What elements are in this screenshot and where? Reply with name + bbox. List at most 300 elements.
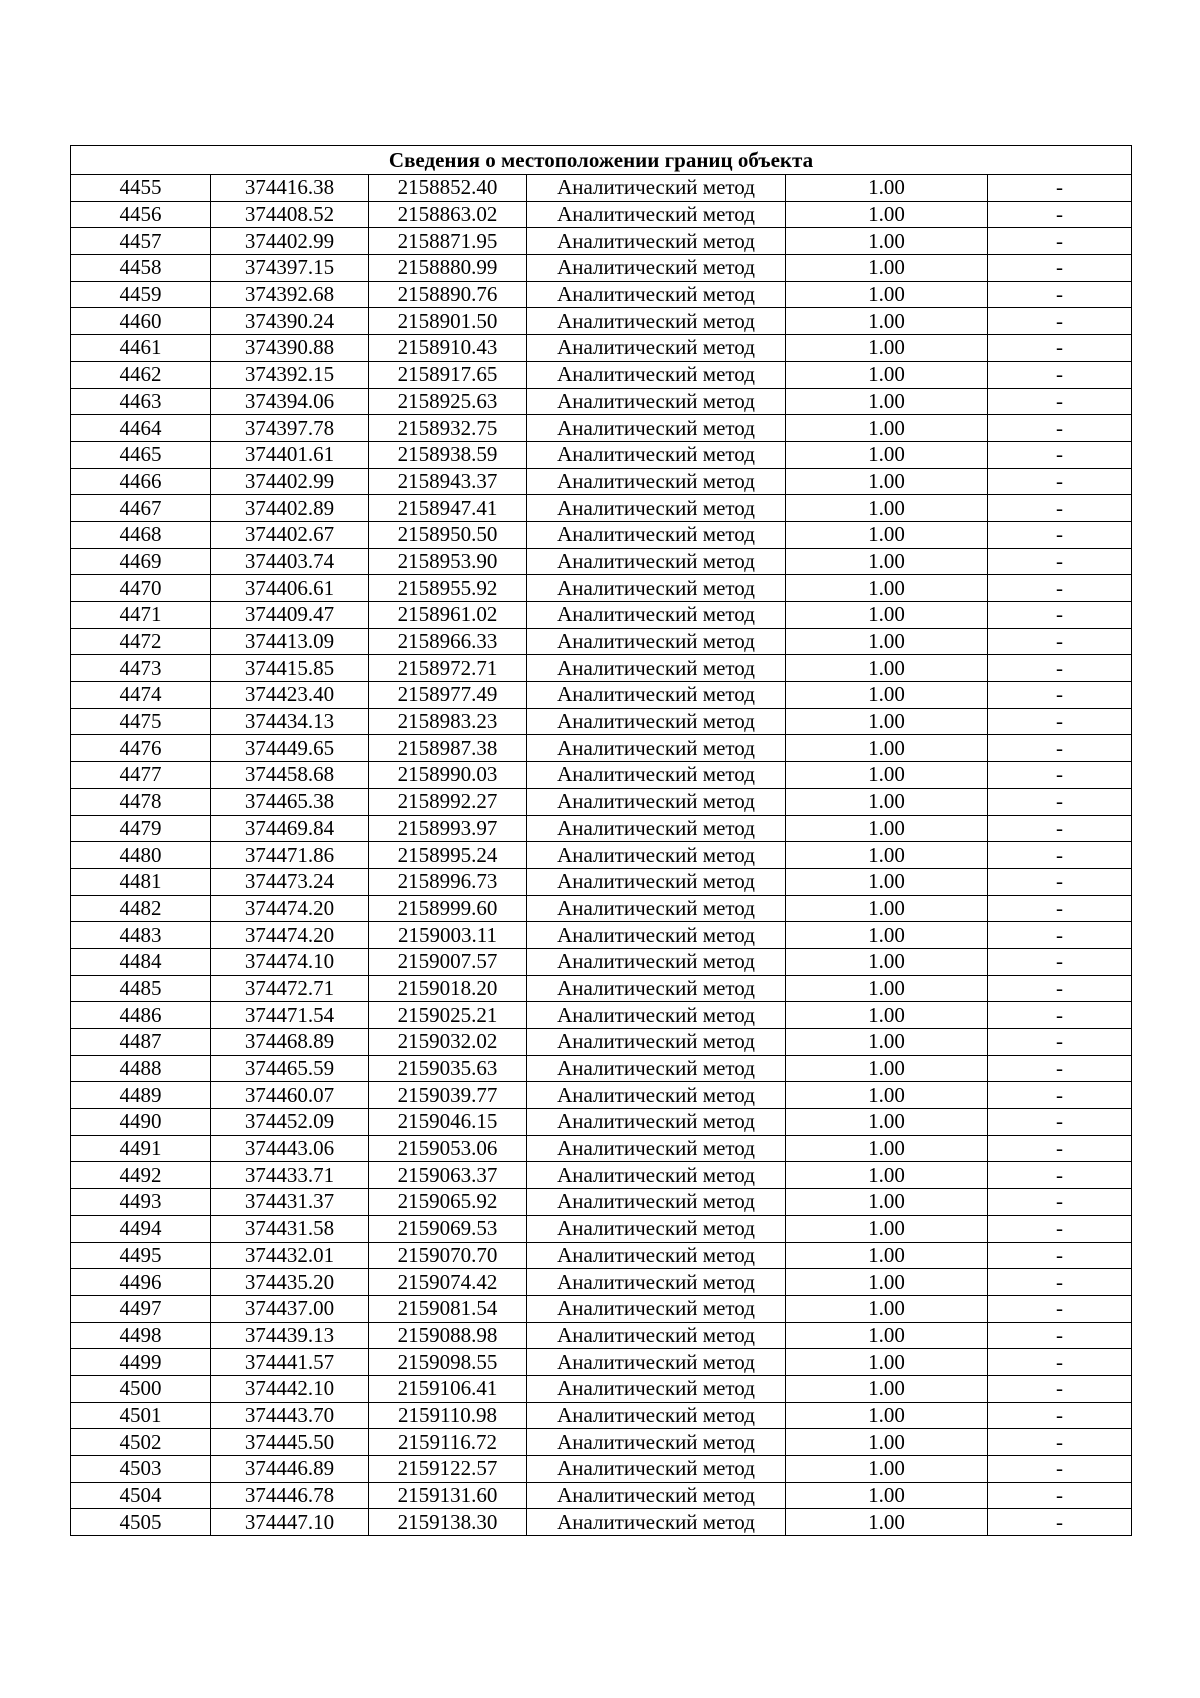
point-number-cell: 4496	[71, 1269, 211, 1296]
description-cell: -	[988, 468, 1132, 495]
description-cell: -	[988, 682, 1132, 709]
description-cell: -	[988, 388, 1132, 415]
accuracy-cell: 1.00	[786, 1429, 988, 1456]
x-coordinate-cell: 374402.89	[211, 495, 369, 522]
y-coordinate-cell: 2158950.50	[369, 521, 527, 548]
method-cell: Аналитический метод	[527, 255, 786, 282]
table-row	[71, 842, 1132, 869]
method-cell: Аналитический метод	[527, 948, 786, 975]
point-number-cell: 4465	[71, 441, 211, 468]
point-number-cell: 4494	[71, 1215, 211, 1242]
accuracy-cell: 1.00	[786, 281, 988, 308]
x-coordinate-cell: 374458.68	[211, 762, 369, 789]
method-cell: Аналитический метод	[527, 468, 786, 495]
point-number-cell: 4485	[71, 975, 211, 1002]
table-row	[71, 948, 1132, 975]
point-number-cell: 4484	[71, 948, 211, 975]
accuracy-cell: 1.00	[786, 1349, 988, 1376]
y-coordinate-cell: 2159003.11	[369, 922, 527, 949]
description-cell: -	[988, 895, 1132, 922]
accuracy-cell: 1.00	[786, 655, 988, 682]
y-coordinate-cell: 2158993.97	[369, 815, 527, 842]
x-coordinate-cell: 374401.61	[211, 441, 369, 468]
description-cell: -	[988, 175, 1132, 202]
method-cell: Аналитический метод	[527, 361, 786, 388]
method-cell: Аналитический метод	[527, 1375, 786, 1402]
accuracy-cell: 1.00	[786, 495, 988, 522]
point-number-cell: 4503	[71, 1456, 211, 1483]
y-coordinate-cell: 2158932.75	[369, 415, 527, 442]
point-number-cell: 4478	[71, 788, 211, 815]
method-cell: Аналитический метод	[527, 602, 786, 629]
table-row	[71, 735, 1132, 762]
table-title: Сведения о местоположении границ объекта	[71, 146, 1132, 175]
x-coordinate-cell: 374432.01	[211, 1242, 369, 1269]
method-cell: Аналитический метод	[527, 495, 786, 522]
table-row	[71, 228, 1132, 255]
method-cell: Аналитический метод	[527, 1509, 786, 1536]
accuracy-cell: 1.00	[786, 1055, 988, 1082]
y-coordinate-cell: 2159039.77	[369, 1082, 527, 1109]
y-coordinate-cell: 2158947.41	[369, 495, 527, 522]
y-coordinate-cell: 2159116.72	[369, 1429, 527, 1456]
description-cell: -	[988, 735, 1132, 762]
y-coordinate-cell: 2158863.02	[369, 201, 527, 228]
y-coordinate-cell: 2158910.43	[369, 335, 527, 362]
point-number-cell: 4493	[71, 1189, 211, 1216]
point-number-cell: 4479	[71, 815, 211, 842]
accuracy-cell: 1.00	[786, 335, 988, 362]
accuracy-cell: 1.00	[786, 922, 988, 949]
accuracy-cell: 1.00	[786, 948, 988, 975]
description-cell: -	[988, 788, 1132, 815]
accuracy-cell: 1.00	[786, 682, 988, 709]
table-row	[71, 655, 1132, 682]
table-row	[71, 1429, 1132, 1456]
method-cell: Аналитический метод	[527, 388, 786, 415]
table-row	[71, 175, 1132, 202]
description-cell: -	[988, 628, 1132, 655]
x-coordinate-cell: 374435.20	[211, 1269, 369, 1296]
y-coordinate-cell: 2159018.20	[369, 975, 527, 1002]
accuracy-cell: 1.00	[786, 1002, 988, 1029]
accuracy-cell: 1.00	[786, 1189, 988, 1216]
method-cell: Аналитический метод	[527, 842, 786, 869]
point-number-cell: 4455	[71, 175, 211, 202]
x-coordinate-cell: 374397.15	[211, 255, 369, 282]
accuracy-cell: 1.00	[786, 735, 988, 762]
y-coordinate-cell: 2159046.15	[369, 1109, 527, 1136]
method-cell: Аналитический метод	[527, 975, 786, 1002]
y-coordinate-cell: 2158987.38	[369, 735, 527, 762]
x-coordinate-cell: 374472.71	[211, 975, 369, 1002]
table-row	[71, 1295, 1132, 1322]
method-cell: Аналитический метод	[527, 1109, 786, 1136]
description-cell: -	[988, 868, 1132, 895]
method-cell: Аналитический метод	[527, 1162, 786, 1189]
x-coordinate-cell: 374403.74	[211, 548, 369, 575]
description-cell: -	[988, 1189, 1132, 1216]
table-row	[71, 441, 1132, 468]
method-cell: Аналитический метод	[527, 575, 786, 602]
table-row	[71, 922, 1132, 949]
point-number-cell: 4462	[71, 361, 211, 388]
y-coordinate-cell: 2158852.40	[369, 175, 527, 202]
point-number-cell: 4461	[71, 335, 211, 362]
method-cell: Аналитический метод	[527, 735, 786, 762]
point-number-cell: 4504	[71, 1482, 211, 1509]
point-number-cell: 4492	[71, 1162, 211, 1189]
description-cell: -	[988, 1055, 1132, 1082]
method-cell: Аналитический метод	[527, 895, 786, 922]
x-coordinate-cell: 374416.38	[211, 175, 369, 202]
table-row	[71, 1375, 1132, 1402]
description-cell: -	[988, 1109, 1132, 1136]
accuracy-cell: 1.00	[786, 762, 988, 789]
point-number-cell: 4470	[71, 575, 211, 602]
accuracy-cell: 1.00	[786, 1215, 988, 1242]
point-number-cell: 4482	[71, 895, 211, 922]
accuracy-cell: 1.00	[786, 175, 988, 202]
point-number-cell: 4468	[71, 521, 211, 548]
accuracy-cell: 1.00	[786, 521, 988, 548]
table-row	[71, 201, 1132, 228]
method-cell: Аналитический метод	[527, 415, 786, 442]
table-row	[71, 1189, 1132, 1216]
accuracy-cell: 1.00	[786, 468, 988, 495]
method-cell: Аналитический метод	[527, 201, 786, 228]
point-number-cell: 4463	[71, 388, 211, 415]
accuracy-cell: 1.00	[786, 1029, 988, 1056]
y-coordinate-cell: 2159025.21	[369, 1002, 527, 1029]
method-cell: Аналитический метод	[527, 548, 786, 575]
method-cell: Аналитический метод	[527, 1055, 786, 1082]
description-cell: -	[988, 948, 1132, 975]
y-coordinate-cell: 2158871.95	[369, 228, 527, 255]
x-coordinate-cell: 374390.24	[211, 308, 369, 335]
table-row	[71, 1162, 1132, 1189]
y-coordinate-cell: 2158972.71	[369, 655, 527, 682]
x-coordinate-cell: 374392.68	[211, 281, 369, 308]
x-coordinate-cell: 374465.38	[211, 788, 369, 815]
description-cell: -	[988, 1456, 1132, 1483]
x-coordinate-cell: 374402.99	[211, 468, 369, 495]
accuracy-cell: 1.00	[786, 548, 988, 575]
description-cell: -	[988, 1482, 1132, 1509]
x-coordinate-cell: 374465.59	[211, 1055, 369, 1082]
y-coordinate-cell: 2158990.03	[369, 762, 527, 789]
accuracy-cell: 1.00	[786, 1242, 988, 1269]
y-coordinate-cell: 2159032.02	[369, 1029, 527, 1056]
table-row	[71, 468, 1132, 495]
point-number-cell: 4458	[71, 255, 211, 282]
table-row	[71, 281, 1132, 308]
description-cell: -	[988, 1375, 1132, 1402]
description-cell: -	[988, 1402, 1132, 1429]
accuracy-cell: 1.00	[786, 1322, 988, 1349]
description-cell: -	[988, 1295, 1132, 1322]
x-coordinate-cell: 374452.09	[211, 1109, 369, 1136]
method-cell: Аналитический метод	[527, 1429, 786, 1456]
y-coordinate-cell: 2158943.37	[369, 468, 527, 495]
accuracy-cell: 1.00	[786, 1482, 988, 1509]
table-row	[71, 1055, 1132, 1082]
description-cell: -	[988, 495, 1132, 522]
point-number-cell: 4474	[71, 682, 211, 709]
method-cell: Аналитический метод	[527, 762, 786, 789]
table-row	[71, 1509, 1132, 1536]
table-row	[71, 575, 1132, 602]
x-coordinate-cell: 374406.61	[211, 575, 369, 602]
y-coordinate-cell: 2158925.63	[369, 388, 527, 415]
method-cell: Аналитический метод	[527, 682, 786, 709]
point-number-cell: 4497	[71, 1295, 211, 1322]
method-cell: Аналитический метод	[527, 868, 786, 895]
accuracy-cell: 1.00	[786, 788, 988, 815]
description-cell: -	[988, 308, 1132, 335]
point-number-cell: 4469	[71, 548, 211, 575]
x-coordinate-cell: 374474.10	[211, 948, 369, 975]
table-row	[71, 1402, 1132, 1429]
description-cell: -	[988, 548, 1132, 575]
x-coordinate-cell: 374413.09	[211, 628, 369, 655]
y-coordinate-cell: 2158992.27	[369, 788, 527, 815]
x-coordinate-cell: 374446.89	[211, 1456, 369, 1483]
x-coordinate-cell: 374460.07	[211, 1082, 369, 1109]
table-row	[71, 415, 1132, 442]
method-cell: Аналитический метод	[527, 281, 786, 308]
x-coordinate-cell: 374433.71	[211, 1162, 369, 1189]
x-coordinate-cell: 374471.86	[211, 842, 369, 869]
x-coordinate-cell: 374431.37	[211, 1189, 369, 1216]
point-number-cell: 4473	[71, 655, 211, 682]
description-cell: -	[988, 441, 1132, 468]
method-cell: Аналитический метод	[527, 708, 786, 735]
y-coordinate-cell: 2159081.54	[369, 1295, 527, 1322]
table-row	[71, 682, 1132, 709]
point-number-cell: 4486	[71, 1002, 211, 1029]
point-number-cell: 4460	[71, 308, 211, 335]
description-cell: -	[988, 1082, 1132, 1109]
description-cell: -	[988, 415, 1132, 442]
accuracy-cell: 1.00	[786, 975, 988, 1002]
point-number-cell: 4471	[71, 602, 211, 629]
x-coordinate-cell: 374394.06	[211, 388, 369, 415]
method-cell: Аналитический метод	[527, 1322, 786, 1349]
accuracy-cell: 1.00	[786, 602, 988, 629]
point-number-cell: 4491	[71, 1135, 211, 1162]
x-coordinate-cell: 374474.20	[211, 895, 369, 922]
table-row	[71, 1082, 1132, 1109]
point-number-cell: 4489	[71, 1082, 211, 1109]
point-number-cell: 4495	[71, 1242, 211, 1269]
description-cell: -	[988, 762, 1132, 789]
description-cell: -	[988, 655, 1132, 682]
table-row	[71, 548, 1132, 575]
x-coordinate-cell: 374402.99	[211, 228, 369, 255]
y-coordinate-cell: 2158995.24	[369, 842, 527, 869]
point-number-cell: 4457	[71, 228, 211, 255]
method-cell: Аналитический метод	[527, 521, 786, 548]
description-cell: -	[988, 1162, 1132, 1189]
accuracy-cell: 1.00	[786, 228, 988, 255]
point-number-cell: 4480	[71, 842, 211, 869]
table-row	[71, 335, 1132, 362]
y-coordinate-cell: 2158901.50	[369, 308, 527, 335]
description-cell: -	[988, 228, 1132, 255]
method-cell: Аналитический метод	[527, 1456, 786, 1483]
method-cell: Аналитический метод	[527, 922, 786, 949]
method-cell: Аналитический метод	[527, 1349, 786, 1376]
description-cell: -	[988, 1349, 1132, 1376]
table-title-row	[71, 146, 1132, 175]
table-row	[71, 1322, 1132, 1349]
y-coordinate-cell: 2159122.57	[369, 1456, 527, 1483]
description-cell: -	[988, 255, 1132, 282]
x-coordinate-cell: 374442.10	[211, 1375, 369, 1402]
point-number-cell: 4487	[71, 1029, 211, 1056]
description-cell: -	[988, 1269, 1132, 1296]
x-coordinate-cell: 374409.47	[211, 602, 369, 629]
y-coordinate-cell: 2158953.90	[369, 548, 527, 575]
y-coordinate-cell: 2159074.42	[369, 1269, 527, 1296]
table-row	[71, 361, 1132, 388]
y-coordinate-cell: 2158977.49	[369, 682, 527, 709]
description-cell: -	[988, 602, 1132, 629]
description-cell: -	[988, 1215, 1132, 1242]
y-coordinate-cell: 2159110.98	[369, 1402, 527, 1429]
y-coordinate-cell: 2159065.92	[369, 1189, 527, 1216]
table-row	[71, 1002, 1132, 1029]
accuracy-cell: 1.00	[786, 1109, 988, 1136]
y-coordinate-cell: 2158955.92	[369, 575, 527, 602]
table-body	[71, 175, 1132, 1536]
x-coordinate-cell: 374439.13	[211, 1322, 369, 1349]
point-number-cell: 4500	[71, 1375, 211, 1402]
table-row	[71, 1456, 1132, 1483]
x-coordinate-cell: 374445.50	[211, 1429, 369, 1456]
table-row	[71, 1482, 1132, 1509]
x-coordinate-cell: 374443.70	[211, 1402, 369, 1429]
accuracy-cell: 1.00	[786, 1509, 988, 1536]
accuracy-cell: 1.00	[786, 1402, 988, 1429]
table-row	[71, 1269, 1132, 1296]
y-coordinate-cell: 2159138.30	[369, 1509, 527, 1536]
table-row	[71, 895, 1132, 922]
table-row	[71, 1109, 1132, 1136]
method-cell: Аналитический метод	[527, 1002, 786, 1029]
accuracy-cell: 1.00	[786, 868, 988, 895]
description-cell: -	[988, 1242, 1132, 1269]
point-number-cell: 4498	[71, 1322, 211, 1349]
table-row	[71, 628, 1132, 655]
boundary-coordinates-table	[70, 145, 1132, 1536]
point-number-cell: 4505	[71, 1509, 211, 1536]
description-cell: -	[988, 922, 1132, 949]
point-number-cell: 4475	[71, 708, 211, 735]
table-row	[71, 495, 1132, 522]
table-row	[71, 1135, 1132, 1162]
description-cell: -	[988, 1029, 1132, 1056]
point-number-cell: 4459	[71, 281, 211, 308]
y-coordinate-cell: 2158880.99	[369, 255, 527, 282]
description-cell: -	[988, 1509, 1132, 1536]
accuracy-cell: 1.00	[786, 1456, 988, 1483]
y-coordinate-cell: 2159035.63	[369, 1055, 527, 1082]
point-number-cell: 4488	[71, 1055, 211, 1082]
description-cell: -	[988, 1429, 1132, 1456]
y-coordinate-cell: 2159053.06	[369, 1135, 527, 1162]
y-coordinate-cell: 2158890.76	[369, 281, 527, 308]
method-cell: Аналитический метод	[527, 1135, 786, 1162]
description-cell: -	[988, 521, 1132, 548]
description-cell: -	[988, 815, 1132, 842]
point-number-cell: 4466	[71, 468, 211, 495]
x-coordinate-cell: 374397.78	[211, 415, 369, 442]
method-cell: Аналитический метод	[527, 1402, 786, 1429]
y-coordinate-cell: 2159070.70	[369, 1242, 527, 1269]
method-cell: Аналитический метод	[527, 1295, 786, 1322]
table-row	[71, 1215, 1132, 1242]
table-row	[71, 762, 1132, 789]
y-coordinate-cell: 2159088.98	[369, 1322, 527, 1349]
x-coordinate-cell: 374392.15	[211, 361, 369, 388]
table-row	[71, 975, 1132, 1002]
table-row	[71, 1029, 1132, 1056]
x-coordinate-cell: 374471.54	[211, 1002, 369, 1029]
point-number-cell: 4481	[71, 868, 211, 895]
x-coordinate-cell: 374390.88	[211, 335, 369, 362]
x-coordinate-cell: 374408.52	[211, 201, 369, 228]
accuracy-cell: 1.00	[786, 1375, 988, 1402]
accuracy-cell: 1.00	[786, 1162, 988, 1189]
x-coordinate-cell: 374443.06	[211, 1135, 369, 1162]
method-cell: Аналитический метод	[527, 815, 786, 842]
accuracy-cell: 1.00	[786, 815, 988, 842]
description-cell: -	[988, 1002, 1132, 1029]
y-coordinate-cell: 2158961.02	[369, 602, 527, 629]
accuracy-cell: 1.00	[786, 255, 988, 282]
table-row	[71, 788, 1132, 815]
description-cell: -	[988, 842, 1132, 869]
accuracy-cell: 1.00	[786, 1135, 988, 1162]
accuracy-cell: 1.00	[786, 415, 988, 442]
accuracy-cell: 1.00	[786, 708, 988, 735]
table-row	[71, 868, 1132, 895]
method-cell: Аналитический метод	[527, 628, 786, 655]
y-coordinate-cell: 2159098.55	[369, 1349, 527, 1376]
table-row	[71, 255, 1132, 282]
description-cell: -	[988, 708, 1132, 735]
y-coordinate-cell: 2158996.73	[369, 868, 527, 895]
description-cell: -	[988, 1322, 1132, 1349]
x-coordinate-cell: 374449.65	[211, 735, 369, 762]
y-coordinate-cell: 2159106.41	[369, 1375, 527, 1402]
x-coordinate-cell: 374469.84	[211, 815, 369, 842]
point-number-cell: 4501	[71, 1402, 211, 1429]
table-row	[71, 602, 1132, 629]
x-coordinate-cell: 374473.24	[211, 868, 369, 895]
y-coordinate-cell: 2158983.23	[369, 708, 527, 735]
y-coordinate-cell: 2159069.53	[369, 1215, 527, 1242]
table-row	[71, 388, 1132, 415]
table-row	[71, 815, 1132, 842]
y-coordinate-cell: 2158999.60	[369, 895, 527, 922]
method-cell: Аналитический метод	[527, 175, 786, 202]
method-cell: Аналитический метод	[527, 441, 786, 468]
point-number-cell: 4476	[71, 735, 211, 762]
accuracy-cell: 1.00	[786, 1082, 988, 1109]
